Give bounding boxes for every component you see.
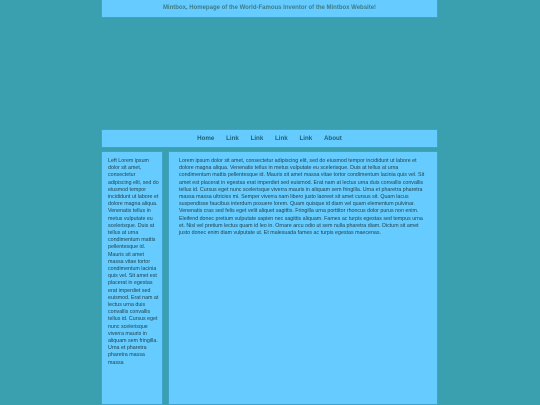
nav-link-2[interactable]: Link: [250, 135, 264, 142]
main-content: [168, 151, 438, 405]
site-title: Mintbox, Homepage of the World-Famous Inventor of the Mintbox Website!: [162, 5, 377, 11]
nav-link-1[interactable]: Link: [226, 135, 239, 142]
site-header: [101, 0, 438, 18]
main-content-text: Lorem ipsum dolor sit amet, consectetur adipiscing elit, sed do eiusmod tempor incididunt ut labore et dolore magna aliqua. Venenatis tellus in metus vulputate eu scelerisque. Duis at tellus at urna condimentum mattis pellentesque id. Mauris sit amet massa vitae tortor condimentum lacinia quis vel. Sit amet est placerat in egestas erat imperdiet sed euismod. Erat nam at lectus urna duis convallis convallis tellus id. Cursus eget nunc scelerisque viverra mauris in aliquam sem fringilla. Urna et pharetra pharetra massa massa ultricies mi. Semper viverra nam libero justo laoreet sit amet cursus sit. Quam lacus suspendisse faucibus interdum posuere lorem. Quam quisque id diam vel quam elementum pulvinar. Venenatis cras sed felis eget velit aliquet sagittis. Fringilla urna porttitor rhoncus dolor purus non enim. Eleifend donec pretium vulputate sapien nec sagittis aliquam. Fames ac turpis egestas sed tempus urna et. Nisl vel pretium lectus quam id leo in. Ornare arcu odio ut sem nulla pharetra diam. Dictum sit amet justo donec enim diam vulputate ut. Et malesuada fames ac turpis egestas maecenas.: [179, 158, 425, 237]
sidebar-text: Left Lorem ipsum dolor sit amet, consectetur adipiscing elit, sed do eiusmod tempor incididunt ut labore et dolore magna aliqua. Venenatis tellus in metus vulputate eu scelerisque. Duis at tellus at urna condimentum mattis pellentesque id. Mauris sit amet massa vitae tortor condimentum lacinia quis vel. Sit amet est placerat in egestas erat imperdiet sed euismod. Erat nam at lectus urna duis convallis convallis tellus id. Cursus eget nunc scelerisque viverra mauris in aliquam sem fringilla. Urna et pharetra pharetra massa massa: [108, 158, 159, 366]
nav-link-about[interactable]: About: [323, 135, 342, 142]
nav-link-4[interactable]: Link: [299, 135, 313, 142]
nav-link-home[interactable]: Home: [197, 135, 215, 142]
nav-link-3[interactable]: Link: [275, 135, 288, 142]
nav-bar: [101, 129, 438, 148]
left-sidebar: [101, 151, 163, 405]
nav-links: [102, 135, 437, 142]
